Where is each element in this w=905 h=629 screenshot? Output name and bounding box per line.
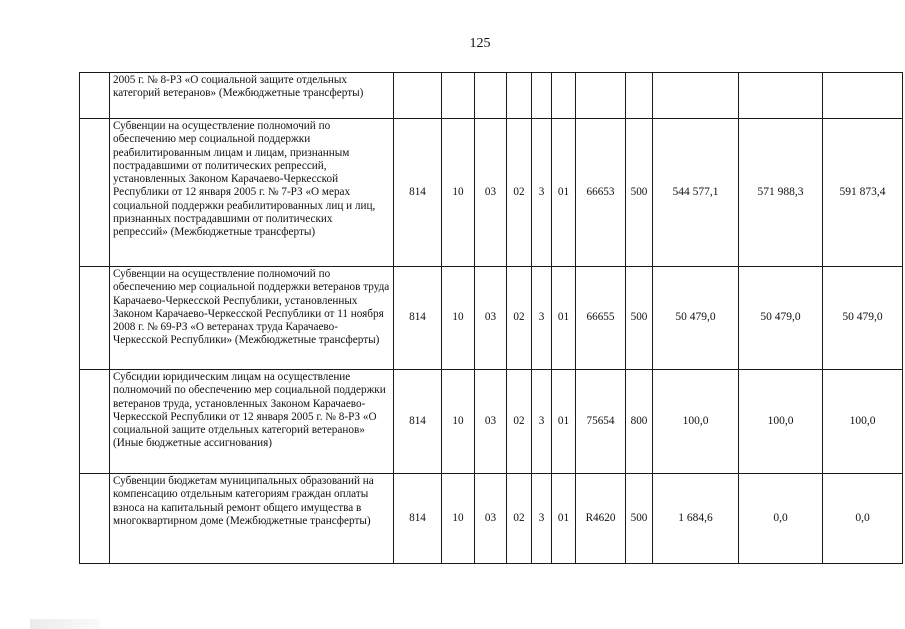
event-code-cell: 01 <box>552 119 576 267</box>
event-code-cell: 01 <box>552 267 576 370</box>
subsection-code-cell <box>475 73 507 119</box>
description-cell: Субвенции на осуществление полномочий по обеспечению мер социальной поддержки ветеранов труда Карачаево-Черкесской Республики, установленных Законом Карачаево-Черкесской Республики от 11 ноября 2008 г. № 69-РЗ «О ветеранах труда Карачаево-Черкесской Республики» (Межбюджетные трансферты) <box>110 267 394 370</box>
expense-type-cell <box>626 73 653 119</box>
description-cell: 2005 г. № 8-РЗ «О социальной защите отдельных категорий ветеранов» (Межбюджетные трансферты) <box>110 73 394 119</box>
ministry-code-cell: 814 <box>394 267 442 370</box>
budget-table <box>79 72 903 564</box>
subsection-code-cell: 03 <box>475 119 507 267</box>
ministry-code-cell <box>394 73 442 119</box>
row-number-cell <box>80 119 110 267</box>
description-cell: Субвенции бюджетам муниципальных образований на компенсацию отдельным категориям граждан оплаты взноса на капитальный ремонт общего имущества в многоквартирном доме (Межбюджетные трансферты) <box>110 474 394 564</box>
amount-year2-cell: 571 988,3 <box>739 119 823 267</box>
row-number-cell <box>80 73 110 119</box>
direction-code-cell: 75654 <box>576 370 626 474</box>
amount-year1-cell: 544 577,1 <box>653 119 739 267</box>
expense-type-cell: 500 <box>626 119 653 267</box>
table-row <box>80 73 903 119</box>
program-code-cell: 02 <box>507 119 532 267</box>
subsection-code-cell: 03 <box>475 267 507 370</box>
direction-code-cell: 66655 <box>576 267 626 370</box>
page-number: 125 <box>469 36 491 51</box>
section-code-cell: 10 <box>442 370 475 474</box>
program-code-cell <box>507 73 532 119</box>
amount-year1-cell: 1 684,6 <box>653 474 739 564</box>
amount-year2-cell <box>739 73 823 119</box>
ministry-code-cell: 814 <box>394 474 442 564</box>
subsection-code-cell: 03 <box>475 474 507 564</box>
scan-artifact <box>30 619 100 629</box>
event-code-cell: 01 <box>552 474 576 564</box>
table-row <box>80 267 903 370</box>
section-code-cell: 10 <box>442 474 475 564</box>
section-code-cell: 10 <box>442 267 475 370</box>
subprogram-code-cell: 3 <box>532 267 552 370</box>
table-row <box>80 370 903 474</box>
subprogram-code-cell: 3 <box>532 119 552 267</box>
amount-year3-cell: 50 479,0 <box>823 267 903 370</box>
section-code-cell <box>442 73 475 119</box>
ministry-code-cell: 814 <box>394 119 442 267</box>
direction-code-cell <box>576 73 626 119</box>
row-number-cell <box>80 267 110 370</box>
subprogram-code-cell <box>532 73 552 119</box>
amount-year1-cell: 50 479,0 <box>653 267 739 370</box>
expense-type-cell: 500 <box>626 474 653 564</box>
amount-year3-cell: 100,0 <box>823 370 903 474</box>
subprogram-code-cell: 3 <box>532 474 552 564</box>
row-number-cell <box>80 370 110 474</box>
event-code-cell: 01 <box>552 370 576 474</box>
amount-year2-cell: 100,0 <box>739 370 823 474</box>
direction-code-cell: 66653 <box>576 119 626 267</box>
description-cell: Субвенции на осуществление полномочий по обеспечению мер социальной поддержки реабилитированным лицам и лицам, признанным пострадавшими от политических репрессий, установленных Законом Карачаево-Черкесской Республики от 12 января 2005 г. № 7-РЗ «О мерах социальной поддержки реабилитированных лиц и лиц, признанных пострадавшими от политических репрессий» (Межбюджетные трансферты) <box>110 119 394 267</box>
section-code-cell: 10 <box>442 119 475 267</box>
row-number-cell <box>80 474 110 564</box>
description-cell: Субсидии юридическим лицам на осуществление полномочий по обеспечению мер социальной поддержки ветеранов труда, установленных Законом Карачаево-Черкесской Республики от 12 января 2005 г. № 8-РЗ «О социальной защите отдельных категорий ветеранов» (Иные бюджетные ассигнования) <box>110 370 394 474</box>
subprogram-code-cell: 3 <box>532 370 552 474</box>
expense-type-cell: 500 <box>626 267 653 370</box>
table-row <box>80 474 903 564</box>
amount-year3-cell: 0,0 <box>823 474 903 564</box>
program-code-cell: 02 <box>507 370 532 474</box>
amount-year3-cell <box>823 73 903 119</box>
amount-year3-cell: 591 873,4 <box>823 119 903 267</box>
amount-year1-cell <box>653 73 739 119</box>
table-row <box>80 119 903 267</box>
amount-year1-cell: 100,0 <box>653 370 739 474</box>
direction-code-cell: R4620 <box>576 474 626 564</box>
expense-type-cell: 800 <box>626 370 653 474</box>
amount-year2-cell: 0,0 <box>739 474 823 564</box>
amount-year2-cell: 50 479,0 <box>739 267 823 370</box>
event-code-cell <box>552 73 576 119</box>
program-code-cell: 02 <box>507 474 532 564</box>
program-code-cell: 02 <box>507 267 532 370</box>
ministry-code-cell: 814 <box>394 370 442 474</box>
subsection-code-cell: 03 <box>475 370 507 474</box>
